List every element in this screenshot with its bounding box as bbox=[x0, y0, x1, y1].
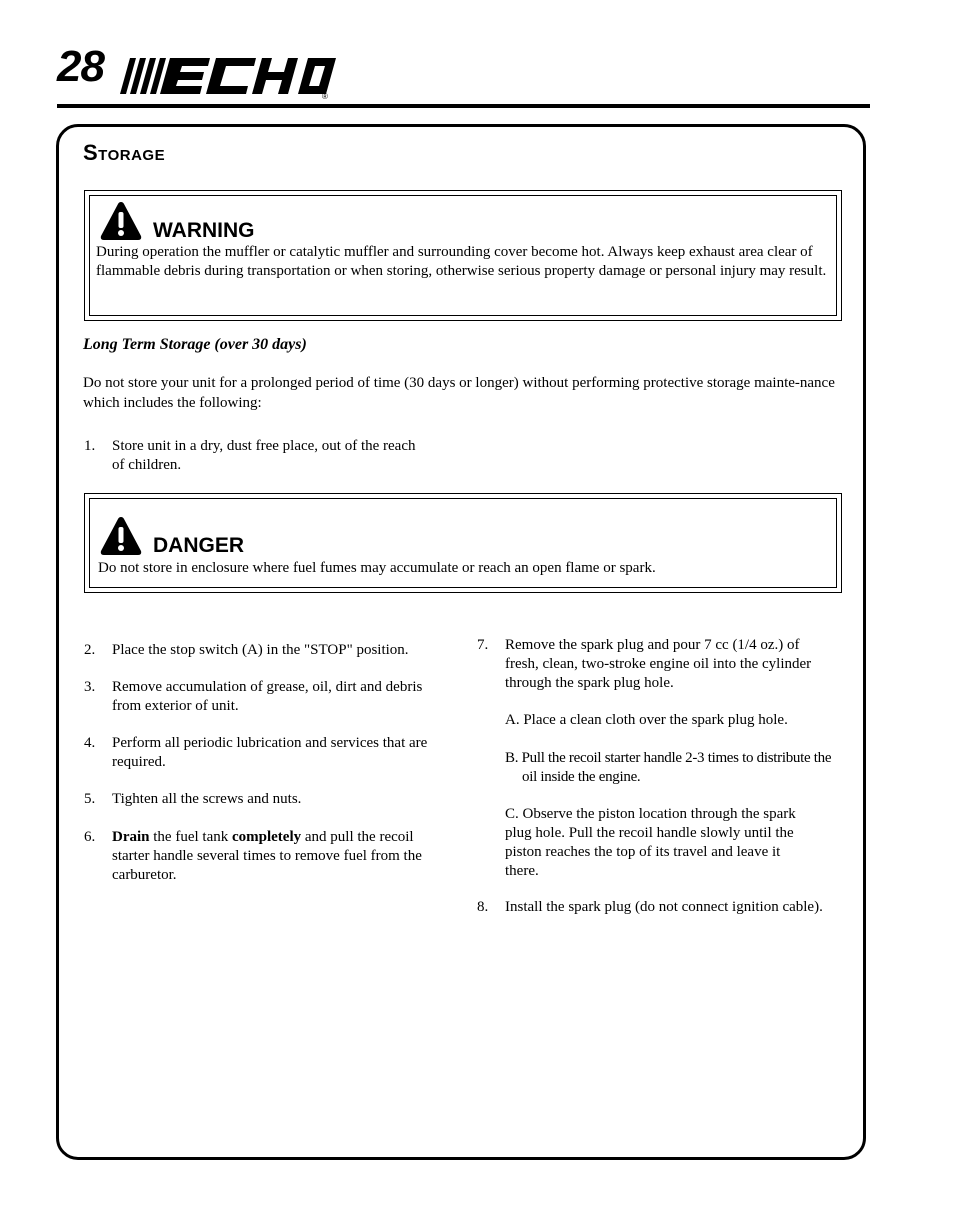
warning-triangle-icon bbox=[99, 201, 143, 241]
step-6-bold-completely: completely bbox=[231, 829, 302, 845]
step-7-text: Remove the spark plug and pour 7 cc (1/4 oz.) of fresh, clean, two-stroke engine oil into the cylinder through the spark plug hole. bbox=[505, 637, 812, 691]
page-number: 28 bbox=[57, 42, 104, 91]
step-5-text: Tighten all the screws and nuts. bbox=[112, 791, 302, 807]
step-5-number: 5. bbox=[84, 791, 96, 807]
step-1-text-line-2: of children. bbox=[112, 457, 182, 473]
step-8-number: 8. bbox=[477, 899, 489, 915]
step-7-sub-b: B. Pull the recoil starter handle 2-3 times to distribute the oil inside the engine. bbox=[505, 750, 832, 785]
danger-triangle-icon bbox=[99, 516, 143, 556]
danger-text: Do not store in enclosure where fuel fumes may accumulate or reach an open flame or spark. bbox=[98, 560, 656, 576]
registered-mark: ® bbox=[322, 92, 328, 100]
step-3-number: 3. bbox=[84, 679, 96, 695]
step-6-mid: the fuel tank bbox=[149, 829, 232, 845]
step-4-number: 4. bbox=[84, 735, 96, 751]
step-8-text: Install the spark plug (do not connect ignition cable). bbox=[505, 899, 823, 915]
step-6-number: 6. bbox=[84, 829, 96, 845]
step-2-number: 2. bbox=[84, 642, 96, 658]
danger-heading: DANGER bbox=[153, 534, 245, 557]
step-4-text: Perform all periodic lubrication and services that are required. bbox=[112, 735, 428, 770]
section-title: Storage bbox=[83, 140, 166, 165]
step-3-text: Remove accumulation of grease, oil, dirt and debris from exterior of unit. bbox=[112, 679, 423, 714]
echo-logo bbox=[120, 48, 340, 100]
step-7-sub-c: C. Observe the piston location through the spark plug hole. Pull the recoil handle slowly until the piston reaches the top of its travel and leave it there. bbox=[505, 806, 796, 879]
warning-heading: WARNING bbox=[153, 219, 255, 242]
header-rule bbox=[57, 104, 870, 108]
step-2-text: Place the stop switch (A) in the "STOP" position. bbox=[112, 642, 409, 658]
step-7-sub-a: A. Place a clean cloth over the spark plug hole. bbox=[505, 712, 788, 728]
step-6-rest: and pull the recoil starter handle several times to remove fuel from the carburetor. bbox=[112, 829, 422, 883]
warning-text: During operation the muffler or catalytic muffler and surrounding cover become hot. Always keep exhaust area clear of flammable debris during transportation or when storing, otherwise serious property damage or personal injury may result. bbox=[96, 244, 827, 279]
step-1-number: 1. bbox=[84, 438, 96, 454]
long-term-subheading: Long Term Storage (over 30 days) bbox=[83, 336, 307, 353]
step-1-text-line-1: Store unit in a dry, dust free place, out of the reach bbox=[112, 438, 416, 454]
step-6-bold-drain: Drain bbox=[112, 829, 150, 845]
long-term-intro: Do not store your unit for a prolonged period of time (30 days or longer) without performing protective storage mainte-nance which includes the following: bbox=[83, 375, 835, 411]
step-7-number: 7. bbox=[477, 637, 489, 653]
step-6-text bbox=[112, 828, 442, 885]
